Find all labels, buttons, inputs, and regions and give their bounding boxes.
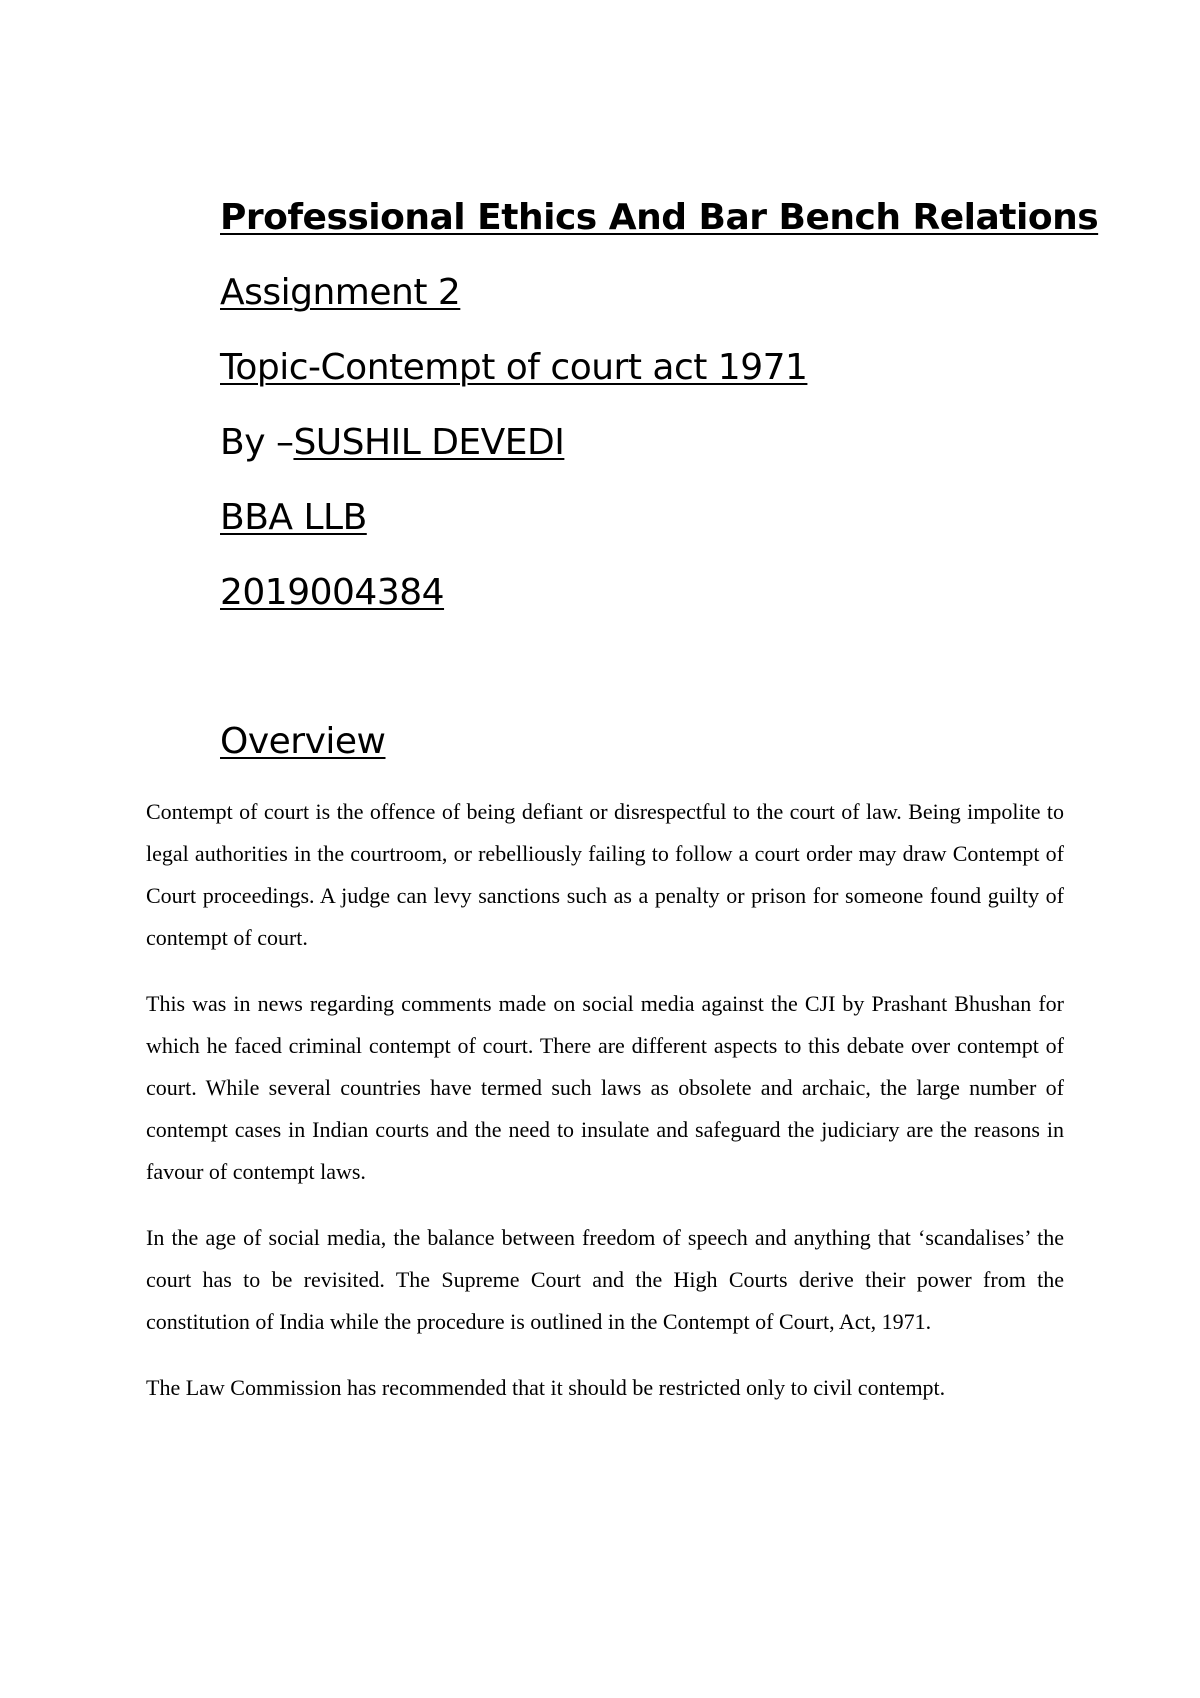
overview-heading <box>220 720 386 764</box>
by-prefix: By – <box>220 422 294 463</box>
overview-paragraph-1: Contempt of court is the offence of being defiant or disrespectful to the court of law. Being impolite to legal authorities in the courtroom, or rebelliously failing to follow a court order may draw Contempt of Court proceedings. A judge can levy sanctions such as a penalty or prison for someone found guilty of contempt of court. <box>146 799 1064 950</box>
overview-body <box>146 791 1064 1433</box>
roll-number: 2019004384 <box>220 572 445 613</box>
author-line <box>220 421 1120 496</box>
roll-number-line <box>220 571 1120 646</box>
cover-heading-block <box>220 196 1120 646</box>
overview-paragraph-3: In the age of social media, the balance between freedom of speech and anything that ‘scandalises’ the court has to be revisited. The Supreme Court and the High Courts derive their power from the constitution of India while the procedure is outlined in the Contempt of Court, Act, 1971. <box>146 1225 1064 1334</box>
topic-label: Topic-Contempt of court act 1971 <box>220 347 808 388</box>
overview-heading-text: Overview <box>220 721 386 762</box>
author-name: SUSHIL DEVEDI <box>293 422 565 463</box>
document-title: Professional Ethics And Bar Bench Relations <box>220 197 1099 238</box>
overview-paragraph-4: The Law Commission has recommended that it should be restricted only to civil contempt. <box>146 1375 946 1400</box>
document-title-line <box>220 196 1120 271</box>
topic-line <box>220 346 1120 421</box>
overview-paragraph-2: This was in news regarding comments made on social media against the CJI by Prashant Bhushan for which he faced criminal contempt of court. There are different aspects to this debate over contempt of court. While several countries have termed such laws as obsolete and archaic, the large number of contempt cases in Indian courts and the need to insulate and safeguard the judiciary are the reasons in favour of contempt laws. <box>146 991 1064 1184</box>
program-label: BBA LLB <box>220 497 367 538</box>
program-line <box>220 496 1120 571</box>
assignment-label: Assignment 2 <box>220 272 461 313</box>
assignment-line <box>220 271 1120 346</box>
